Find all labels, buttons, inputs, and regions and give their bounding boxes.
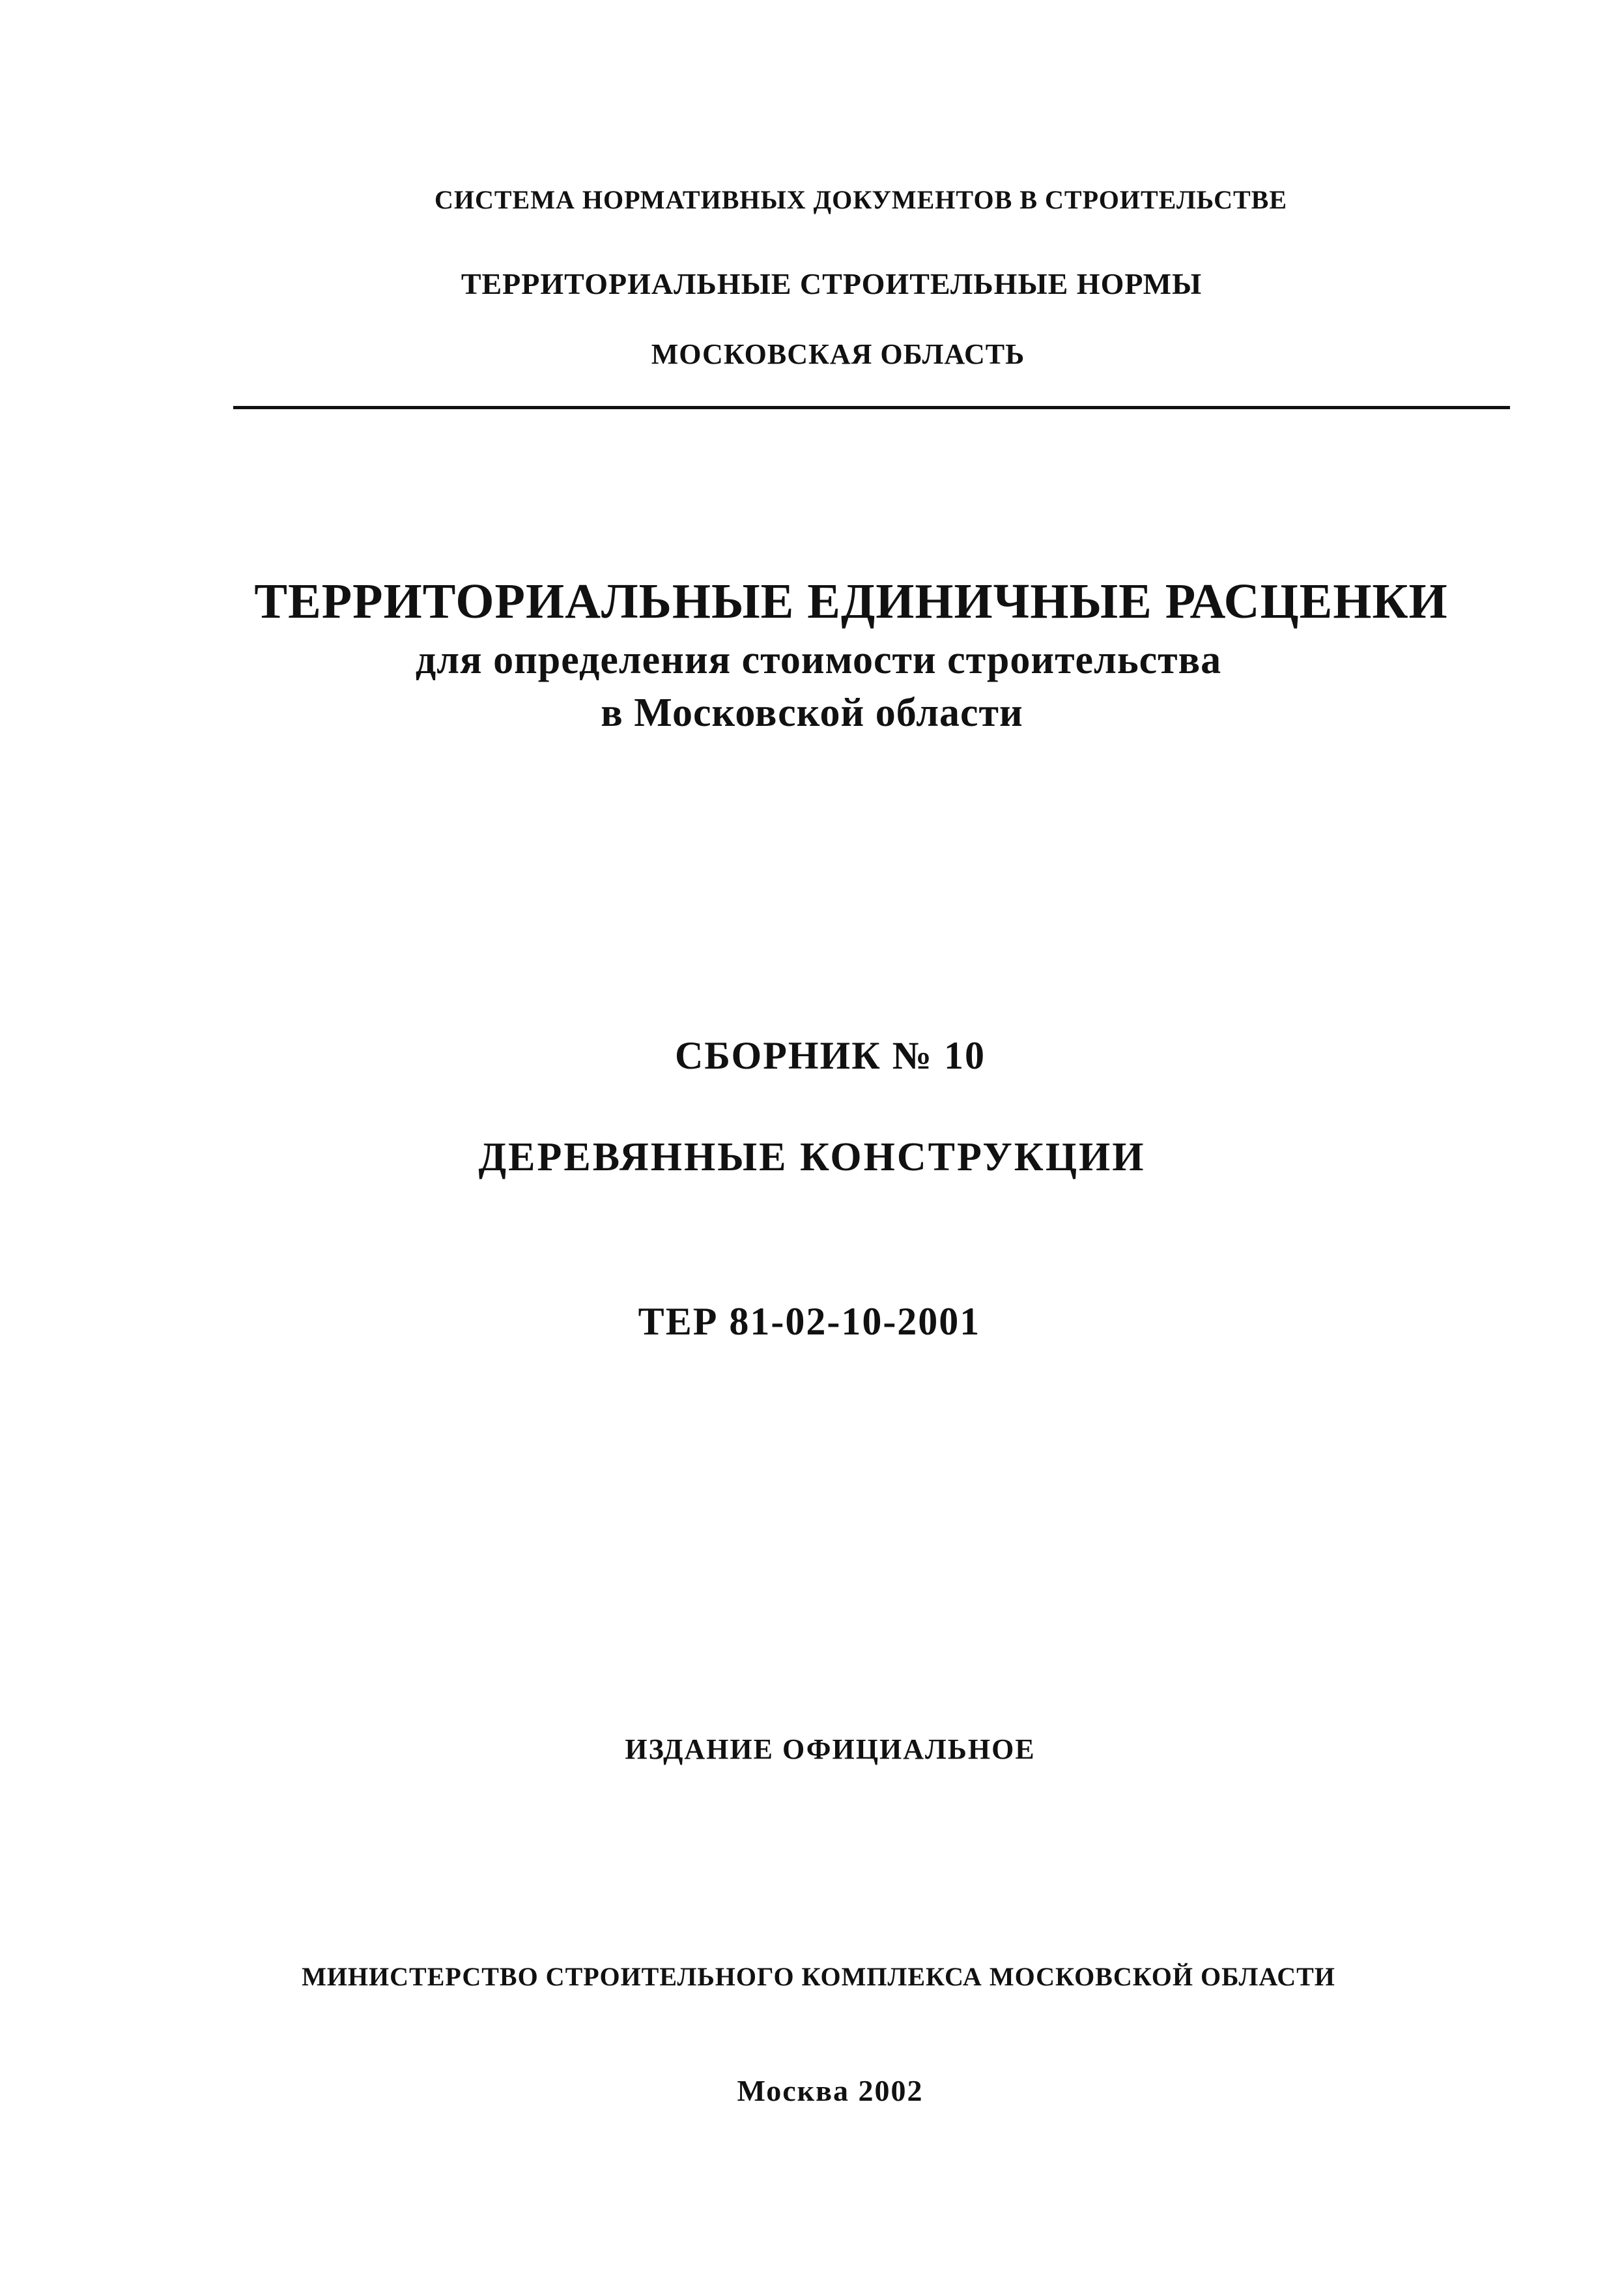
collection-number: СБОРНИК № 10 [674, 1034, 986, 1077]
imprint-city-year: Москва 2002 [737, 2074, 924, 2107]
edition-label: ИЗДАНИЕ ОФИЦИАЛЬНОЕ [625, 1733, 1036, 1765]
norms-heading: ТЕРРИТОРИАЛЬНЫЕ СТРОИТЕЛЬНЫЕ НОРМЫ [461, 267, 1203, 300]
document-code: ТЕР 81-02-10-2001 [638, 1300, 981, 1343]
collection-topic: ДЕРЕВЯННЫЕ КОНСТРУКЦИИ [478, 1135, 1146, 1179]
document-title: ТЕРРИТОРИАЛЬНЫЕ ЕДИНИЧНЫЕ РАСЦЕНКИ [254, 574, 1448, 629]
publisher-name: МИНИСТЕРСТВО СТРОИТЕЛЬНОГО КОМПЛЕКСА МОСКОВСКОЙ ОБЛАСТИ [302, 1962, 1335, 1991]
horizontal-divider [233, 406, 1510, 409]
document-subtitle-line-1: для определения стоимости строительства [415, 638, 1222, 682]
system-heading: СИСТЕМА НОРМАТИВНЫХ ДОКУМЕНТОВ В СТРОИТЕЛЬСТВЕ [434, 185, 1288, 214]
document-subtitle-line-2: в Московской области [601, 691, 1023, 735]
region-heading: МОСКОВСКАЯ ОБЛАСТЬ [651, 338, 1025, 370]
